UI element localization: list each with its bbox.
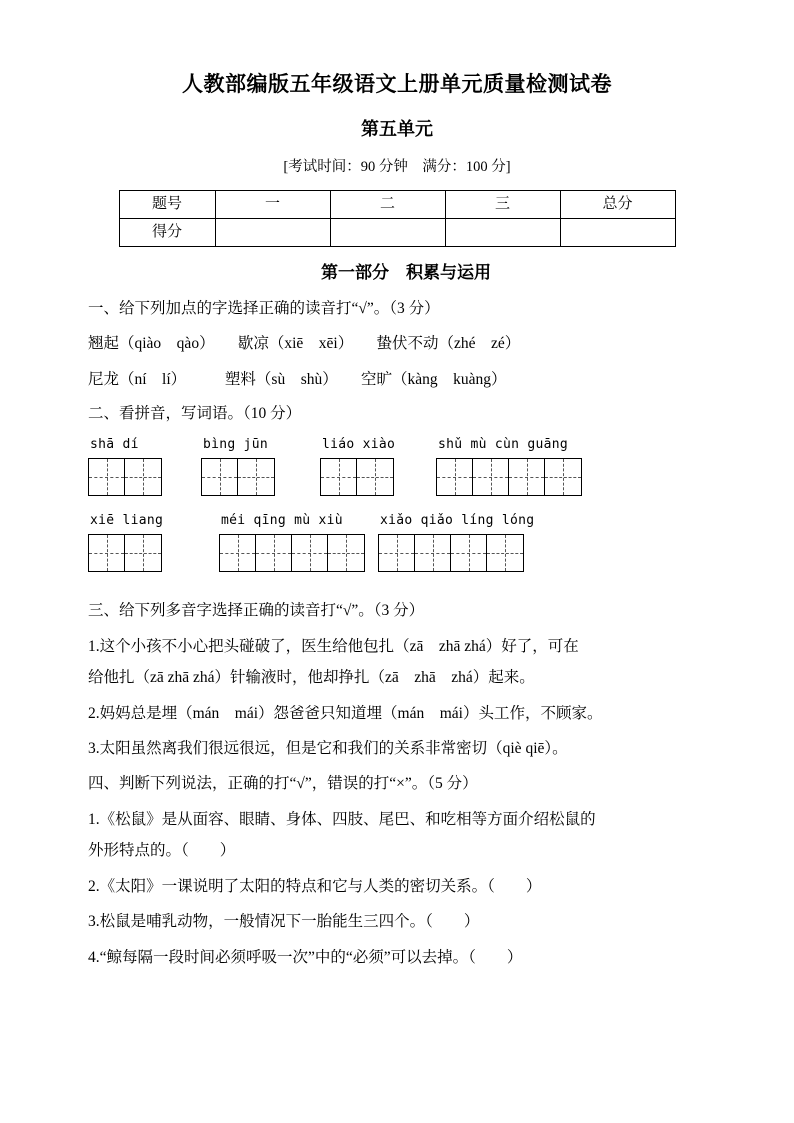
- character-cell[interactable]: [437, 459, 473, 495]
- pinyin-grid-group: [88, 438, 162, 496]
- score-cell[interactable]: [445, 219, 560, 247]
- score-cell[interactable]: [330, 219, 445, 247]
- pinyin-label: liáo xiào: [322, 436, 396, 452]
- character-grid[interactable]: [88, 458, 162, 496]
- character-grid[interactable]: [378, 534, 524, 572]
- pinyin-label: méi qīng mù xiù: [221, 512, 343, 528]
- score-table-column-header: 三: [445, 191, 560, 219]
- question-4-item-1-line-2: 外形特点的。（ ）: [88, 842, 236, 860]
- pinyin-grid-group: [436, 438, 582, 496]
- table-row: [119, 219, 675, 247]
- exam-meta: [考试时间：90 分钟 满分：100 分]: [283, 158, 511, 175]
- character-cell[interactable]: [238, 459, 274, 495]
- character-grid[interactable]: [436, 458, 582, 496]
- character-cell[interactable]: [415, 535, 451, 571]
- score-table-wrapper: [88, 176, 706, 247]
- pinyin-label: xiē liang: [90, 512, 164, 528]
- question-3-item-1-line-1: 1.这个小孩不小心把头碰破了，医生给他包扎（zā zhā zhá）好了，可在: [88, 637, 579, 655]
- pinyin-grid-group: [320, 438, 395, 496]
- score-table-column-header: 一: [215, 191, 330, 219]
- character-cell[interactable]: [89, 459, 125, 495]
- character-cell[interactable]: [89, 535, 125, 571]
- character-grid[interactable]: [219, 534, 365, 572]
- character-cell[interactable]: [256, 535, 292, 571]
- pinyin-label: shǔ mù cùn guāng: [438, 436, 569, 452]
- question-3-heading: 三、给下列多音字选择正确的读音打“√”。（3 分）: [88, 601, 425, 619]
- character-cell[interactable]: [509, 459, 545, 495]
- question-4-heading: 四、判断下列说法，正确的打“√”，错误的打“×”。（5 分）: [88, 774, 478, 792]
- pinyin-grid-group: [201, 438, 275, 496]
- pinyin-grid-block: [88, 424, 706, 590]
- question-4-item-2: 2.《太阳》一课说明了太阳的特点和它与人类的密切关系。（ ）: [88, 877, 542, 895]
- character-grid[interactable]: [320, 458, 394, 496]
- character-cell[interactable]: [451, 535, 487, 571]
- character-cell[interactable]: [202, 459, 238, 495]
- score-cell[interactable]: [560, 219, 675, 247]
- character-cell[interactable]: [220, 535, 256, 571]
- question-4-item-4: 4.“鲸每隔一段时间必须呼吸一次”中的“必须”可以去掉。（ ）: [88, 948, 523, 966]
- page-subtitle: 第五单元: [361, 119, 433, 140]
- question-1-heading: 一、给下列加点的字选择正确的读音打“√”。（3 分）: [88, 299, 440, 317]
- pinyin-grid-group: [88, 514, 163, 572]
- pinyin-grid-row-1: [88, 438, 706, 514]
- part-heading: 第一部分 积累与运用: [321, 263, 491, 283]
- character-grid[interactable]: [201, 458, 275, 496]
- question-3-item-1-line-2: 给他扎（zā zhā zhá）针输液时，他却挣扎（zā zhā zhá）起来。: [88, 669, 535, 687]
- score-table-row-label: 得分: [119, 219, 215, 247]
- character-cell[interactable]: [545, 459, 581, 495]
- question-1-line-2: 尼龙（ní lí） 塑料（sù shù） 空旷（kàng kuàng）: [88, 370, 507, 388]
- pinyin-label: bìng jūn: [203, 436, 269, 452]
- score-table-column-header: 总分: [560, 191, 675, 219]
- question-2-heading: 二、看拼音，写词语。（10 分）: [88, 405, 302, 423]
- question-4-item-1-line-1: 1.《松鼠》是从面容、眼睛、身体、四肢、尾巴、和吃相等方面介绍松鼠的: [88, 810, 596, 828]
- score-table-row-label: 题号: [119, 191, 215, 219]
- question-1-line-1: 翘起（qiào qào） 歇凉（xiē xēi） 蛰伏不动（zhé zé）: [88, 335, 521, 353]
- pinyin-label: xiǎo qiǎo líng lóng: [380, 512, 535, 528]
- character-grid[interactable]: [88, 534, 162, 572]
- question-3-item-3: 3.太阳虽然离我们很远很远，但是它和我们的关系非常密切（qiè qiē）。: [88, 740, 568, 758]
- character-cell[interactable]: [357, 459, 393, 495]
- pinyin-label: shā dí: [90, 436, 139, 452]
- character-cell[interactable]: [292, 535, 328, 571]
- character-cell[interactable]: [473, 459, 509, 495]
- character-cell[interactable]: [328, 535, 364, 571]
- score-table-column-header: 二: [330, 191, 445, 219]
- pinyin-grid-row-2: [88, 514, 706, 590]
- question-4-item-3: 3.松鼠是哺乳动物，一般情况下一胎能生三四个。（ ）: [88, 913, 480, 931]
- pinyin-grid-group: [378, 514, 534, 572]
- character-cell[interactable]: [379, 535, 415, 571]
- page-title: 人教部编版五年级语文上册单元质量检测试卷: [182, 73, 612, 96]
- character-cell[interactable]: [125, 535, 161, 571]
- character-cell[interactable]: [487, 535, 523, 571]
- character-cell[interactable]: [125, 459, 161, 495]
- table-row: [119, 191, 675, 219]
- score-cell[interactable]: [215, 219, 330, 247]
- question-3-item-2: 2.妈妈总是埋（mán mái）怨爸爸只知道埋（mán mái）头工作，不顾家。: [88, 704, 603, 722]
- score-table: [119, 190, 676, 247]
- pinyin-grid-group: [219, 514, 365, 572]
- character-cell[interactable]: [321, 459, 357, 495]
